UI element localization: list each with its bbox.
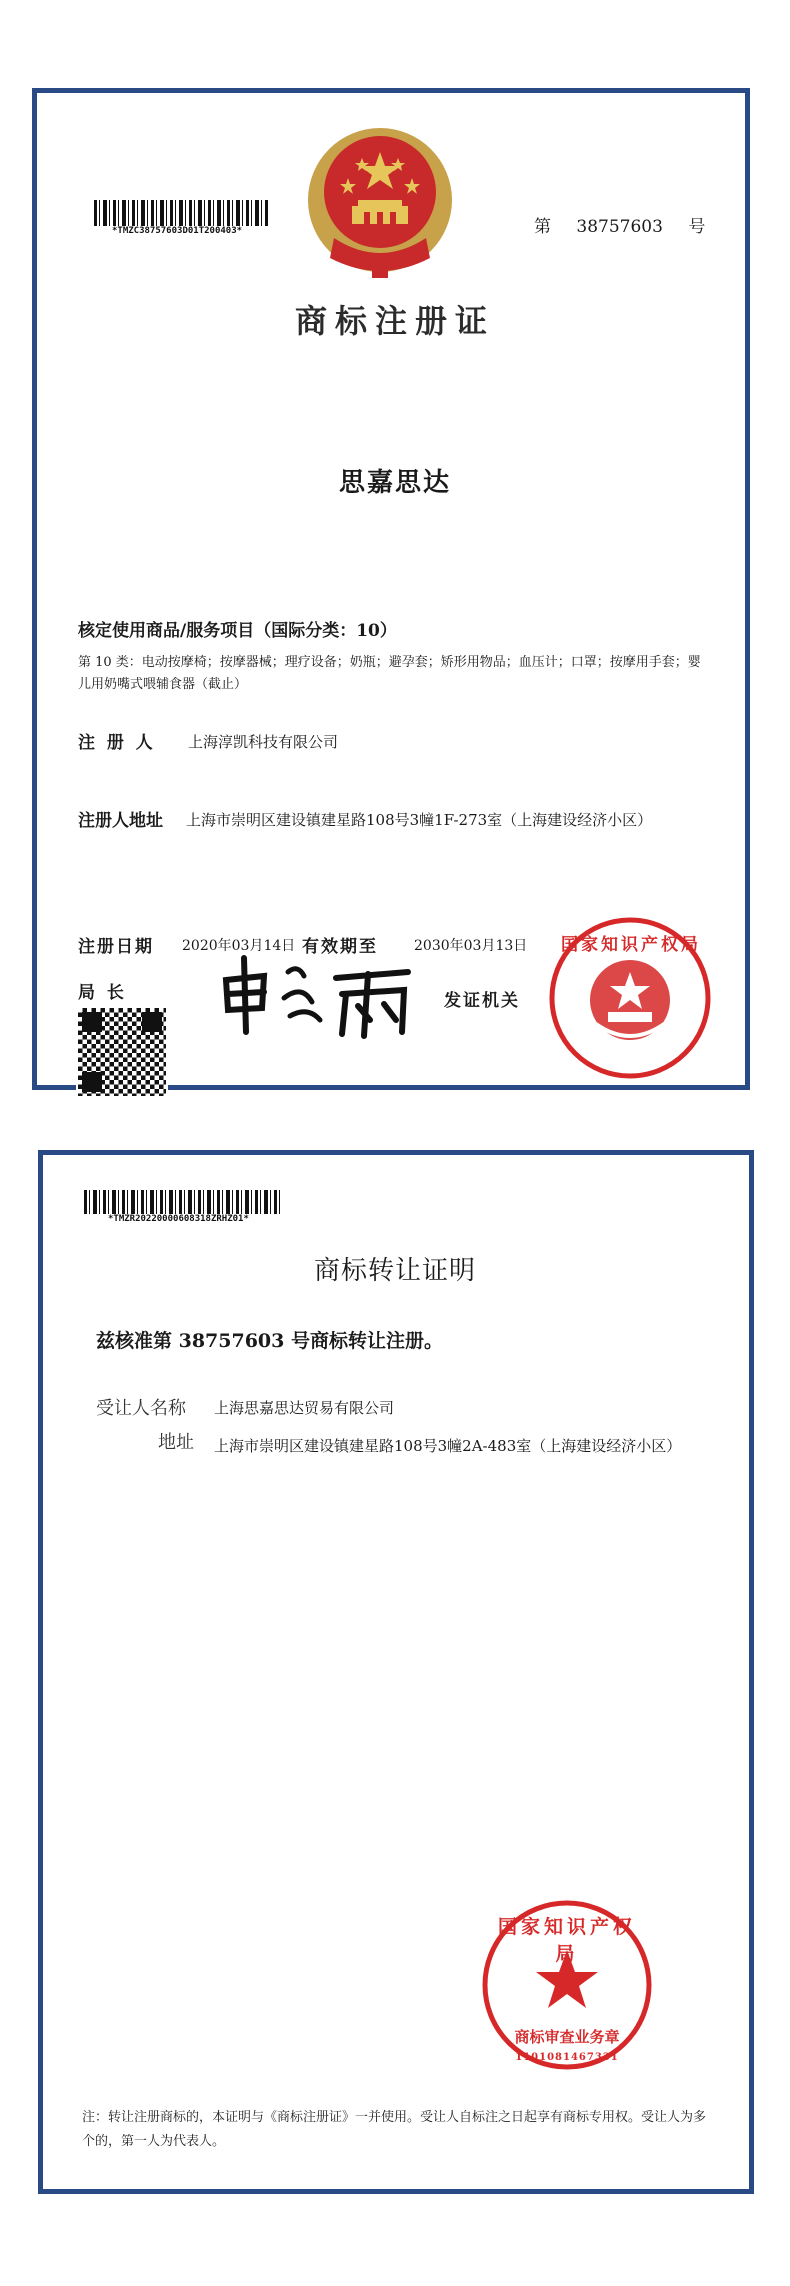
goods-text: 第 10 类：电动按摩椅；按摩器械；理疗设备；奶瓶；避孕套；矫形用物品；血压计；口罩；按摩用手套；婴儿用奶嘴式喂辅食器（截止） (78, 655, 701, 692)
transfer-note: 注：转让注册商标的，本证明与《商标注册证》一并使用。受让人自标注之日起享有商标专用权。受让人为多个的，第一人为代表人。 (82, 2110, 707, 2149)
goods-heading: 核定使用商品/服务项目（国际分类：10） (78, 621, 397, 641)
certificate-number-prefix: 第 (534, 217, 551, 237)
assignee-label: 受让人名称 (96, 1398, 186, 1419)
national-emblem-icon (304, 118, 456, 282)
reg-date-label: 注册日期 (78, 937, 154, 957)
trademark-name: 思嘉思达 (338, 468, 451, 498)
transfer-address-label: 地址 (158, 1432, 194, 1453)
certificate-number-value: 38757603 (576, 217, 663, 237)
issuer-label: 发证机关 (444, 991, 520, 1011)
certificate-seal-text: 国家知识产权局 (561, 935, 701, 955)
director-label: 局 长 (78, 983, 124, 1003)
valid-label: 有效期至 (302, 937, 378, 957)
transfer-address-value: 上海市崇明区建设镇建星路108号3幢2A-483室（上海建设经济小区） (214, 1437, 682, 1455)
transfer-statement: 兹核准第 38757603 号商标转让注册。 (96, 1330, 443, 1352)
assignee-value: 上海思嘉思达贸易有限公司 (214, 1399, 395, 1417)
transfer-barcode (84, 1190, 280, 1214)
transfer-barcode-text: *TMZR20220000608318ZRHZ01* (108, 1214, 249, 1224)
certificate-qr-code (76, 1006, 168, 1098)
address-label: 注册人地址 (78, 811, 163, 831)
certificate-number (534, 212, 705, 237)
certificate-number-suffix: 号 (688, 217, 706, 237)
reg-date-value: 2020年03月14日 (182, 938, 296, 954)
certificate-title: 商标注册证 (294, 302, 495, 340)
transfer-seal-text: 国家知识产权局 (498, 1916, 637, 1965)
director-signature-icon (218, 950, 414, 1040)
registrant-label: 注 册 人 (78, 733, 153, 753)
certificate-barcode (94, 200, 270, 226)
transfer-title: 商标转让证明 (313, 1256, 476, 1286)
transfer-seal-code: 1101081467331 (515, 2052, 619, 2063)
transfer-seal-inner: 商标审查业务章 (514, 2028, 620, 2046)
valid-value: 2030年03月13日 (414, 938, 528, 954)
certificate-barcode-text: *TMZC38757603D01T200403* (112, 226, 243, 236)
registrant-value: 上海淳凯科技有限公司 (188, 733, 339, 751)
address-value: 上海市崇明区建设镇建星路108号3幢1F-273室（上海建设经济小区） (186, 811, 653, 829)
